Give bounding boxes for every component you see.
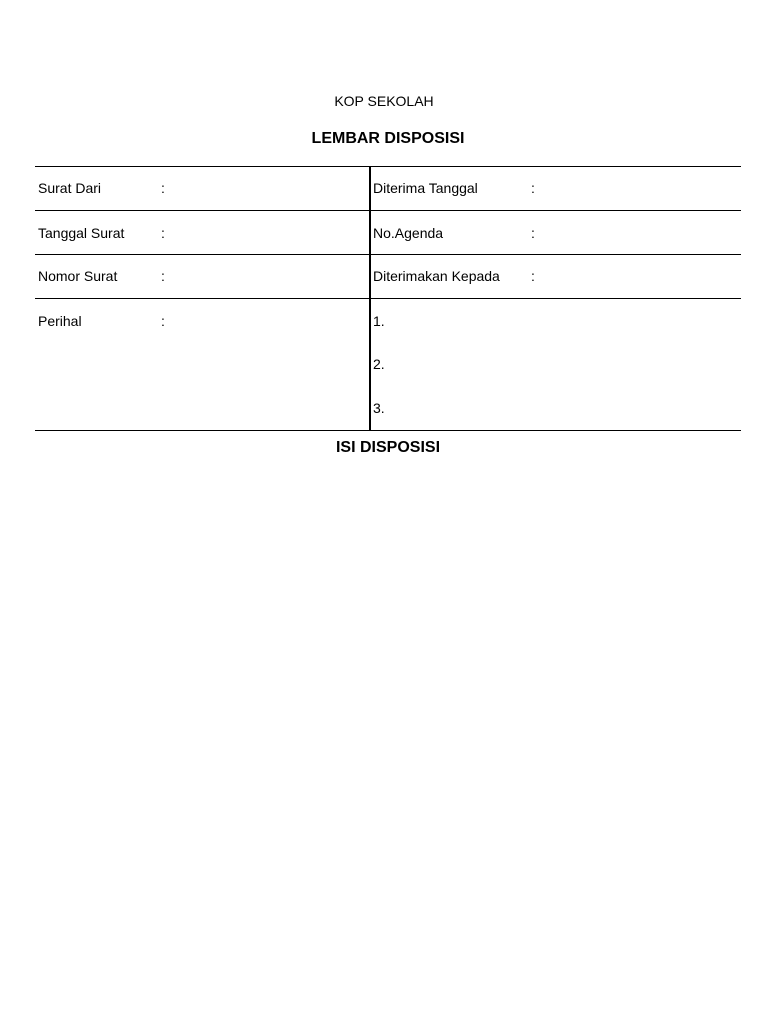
kop-sekolah: KOP SEKOLAH [334,93,434,109]
document-title: LEMBAR DISPOSISI [311,130,465,147]
tanggal-surat-colon: : [161,225,165,241]
disposition-form [35,166,741,431]
tanggal-surat-label: Tanggal Surat [38,225,125,241]
top-border [35,166,741,167]
row-divider [35,298,741,299]
list-item-1: 1. [373,313,385,329]
isi-disposisi-title: ISI DISPOSISI [335,439,441,456]
surat-dari-label: Surat Dari [38,180,102,196]
diterima-tanggal-label: Diterima Tanggal [373,180,478,196]
bottom-border [35,430,741,431]
diterimakan-kepada-colon: : [531,268,535,284]
diterimakan-kepada-label: Diterimakan Kepada [373,268,500,284]
no-agenda-label: No.Agenda [373,225,444,241]
perihal-colon: : [161,313,165,329]
list-item-2: 2. [373,356,385,372]
list-item-3: 3. [373,400,385,416]
diterima-tanggal-colon: : [531,180,535,196]
row-divider [35,254,741,255]
no-agenda-colon: : [531,225,535,241]
perihal-label: Perihal [38,313,82,329]
nomor-surat-label: Nomor Surat [38,268,118,284]
column-divider [369,166,371,431]
nomor-surat-colon: : [161,268,165,284]
surat-dari-colon: : [161,180,165,196]
row-divider [35,210,741,211]
